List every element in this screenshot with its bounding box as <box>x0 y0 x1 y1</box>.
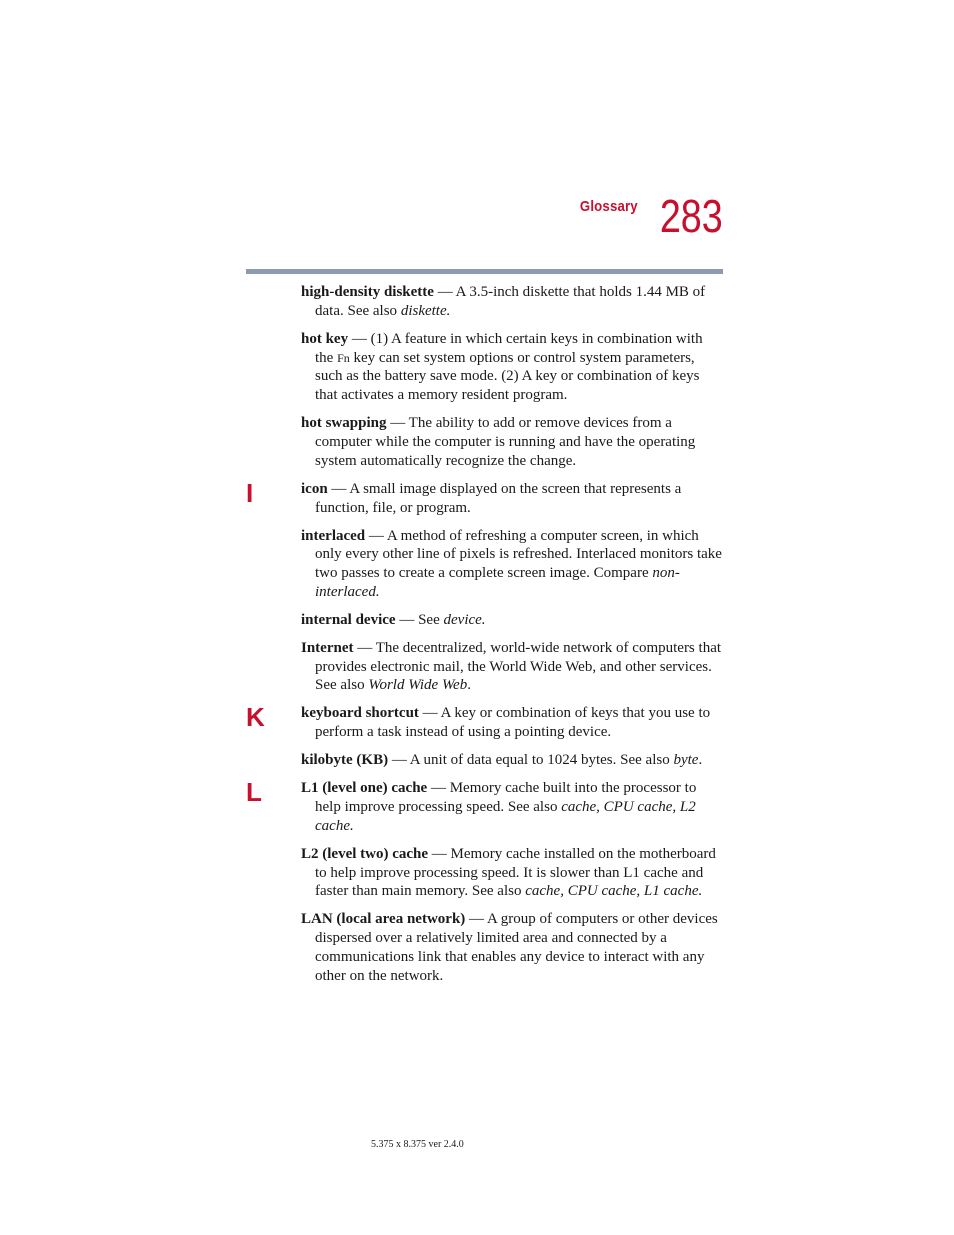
glossary-entry <box>301 611 724 630</box>
entry-text: key can set system options or control system parameters, such as the battery save mode. (2) A key or combination of keys that activates a memory resident program. <box>315 349 700 404</box>
entry-text: — Memory cache built into the processor to help improve processing speed. See also <box>315 780 697 816</box>
glossary-entry <box>301 704 724 742</box>
key-name: Fn <box>337 350 350 365</box>
entry-text: — Memory cache installed on the motherboard to help improve processing speed. It is slower than L1 cache and faster than main memory. See also <box>315 845 716 900</box>
glossary-entry <box>301 910 724 985</box>
entry-term: keyboard shortcut <box>301 705 419 722</box>
entry-text: — A method of refreshing a computer screen, in which only every other line of pixels is refreshed. Interlaced monitors take two passes to create a complete screen image. Compare <box>315 527 722 582</box>
entry-see-also: cache, CPU cache, L1 cache. <box>525 883 703 900</box>
entry-text: — A key or combination of keys that you use to perform a task instead of using a pointing device. <box>315 705 711 741</box>
entry-see-also: cache, CPU cache, L2 cache. <box>315 799 696 834</box>
entry-term: kilobyte (KB) <box>301 752 389 769</box>
entry-text: — See <box>395 611 444 628</box>
glossary-entry <box>301 779 724 835</box>
glossary-entry <box>301 527 724 602</box>
entry-text: — The ability to add or remove devices from a computer while the computer is running and have the operating system automatically recognize the change. <box>315 415 696 469</box>
entry-text-end: . <box>467 677 471 694</box>
glossary-entry <box>301 751 724 770</box>
section-letter-k: K <box>246 702 265 732</box>
header-rule <box>246 269 723 274</box>
glossary-entry <box>301 480 724 518</box>
entry-see-also: World Wide Web <box>368 677 468 694</box>
entry-text: — A 3.5-inch diskette that holds 1.44 MB of data. See also <box>315 284 706 319</box>
entry-see-also: diskette. <box>400 302 451 319</box>
entry-see-also: device. <box>443 611 486 628</box>
entry-text: — A small image displayed on the screen that represents a function, file, or program. <box>315 480 682 516</box>
entry-term: interlaced <box>301 527 366 544</box>
glossary-entry <box>301 330 724 405</box>
entry-text: — (1) A feature in which certain keys in combination with the <box>315 330 703 366</box>
entry-term: LAN (local area network) <box>301 911 466 928</box>
entry-term: hot key <box>301 330 349 347</box>
print-version-footer: 5.375 x 8.375 ver 2.4.0 <box>371 1139 464 1150</box>
entry-text: — A group of computers or other devices dispersed over a relatively limited area and connected by a communications link that enables any device to interact with any other on the network. <box>315 911 718 984</box>
entry-text: — The decentralized, world-wide network of computers that provides electronic mail, the World Wide Web, and other services. See also <box>315 639 722 694</box>
entry-term: L2 (level two) cache <box>301 845 429 862</box>
glossary-entry <box>301 283 724 321</box>
section-title: Glossary <box>580 198 638 215</box>
glossary-entry <box>301 414 724 470</box>
entry-term: icon <box>301 480 328 497</box>
entry-term: Internet <box>301 639 354 656</box>
entry-text: — A unit of data equal to 1024 bytes. See also <box>388 752 674 769</box>
glossary-entry <box>301 845 724 901</box>
glossary-entries <box>301 283 724 995</box>
entry-see-also: byte <box>673 752 699 769</box>
glossary-entry <box>301 639 724 695</box>
section-letter-l: L <box>246 777 262 807</box>
entry-text-end: . <box>698 752 703 769</box>
entry-see-also: non-interlaced. <box>315 565 680 600</box>
entry-term: hot swapping <box>301 415 387 432</box>
section-letter-i: I <box>246 478 254 508</box>
page-number: 283 <box>660 190 723 242</box>
entry-term: L1 (level one) cache <box>301 780 428 797</box>
entry-term: high-density diskette <box>301 284 434 300</box>
entry-term: internal device <box>301 611 396 628</box>
